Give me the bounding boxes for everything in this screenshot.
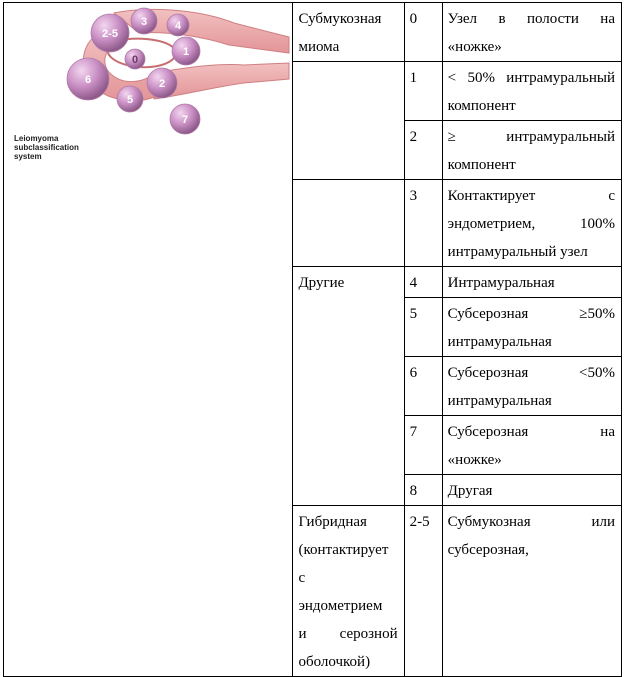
code-cell: [404, 298, 442, 357]
leiomyoma-node-label: 2: [158, 78, 166, 90]
desc-line: < 50% интрамуральный: [447, 70, 615, 86]
desc-cell: [442, 267, 621, 298]
leiomyoma-node-label: 2-5: [102, 28, 118, 40]
desc-line: Узел в полости на: [447, 11, 615, 27]
desc-line: Субсерозная на: [447, 424, 615, 440]
desc-cell: [442, 62, 621, 121]
code-cell: [404, 416, 442, 475]
desc-cell: [442, 475, 621, 506]
leiomyoma-node-label: 7: [181, 114, 189, 126]
code-label: 6: [409, 365, 418, 381]
desc-line: Субсерозная ≥50%: [447, 306, 615, 322]
desc-line: интрамуральная: [447, 334, 552, 350]
leiomyoma-node-label: 6: [84, 74, 92, 86]
code-label: 3: [409, 188, 418, 204]
type-cell-empty: [293, 180, 404, 267]
leiomyoma-node-label: 3: [140, 16, 148, 28]
code-cell: [404, 121, 442, 180]
type-line: с: [298, 570, 306, 586]
desc-line: Субмукозная или: [447, 514, 615, 530]
leiomyoma-node: [131, 8, 157, 34]
desc-cell: [442, 3, 621, 62]
type-label: Другие: [298, 275, 345, 291]
leiomyoma-node: [170, 104, 200, 134]
type-line: эндометрием: [298, 598, 383, 614]
type-line: Гибридная: [298, 514, 367, 530]
leiomyoma-node-label: 0: [131, 54, 139, 66]
desc-cell: [442, 121, 621, 180]
desc-line: ≥ интрамуральный: [447, 129, 615, 145]
desc-cell: [442, 357, 621, 416]
code-label: 5: [409, 306, 418, 322]
figure-caption-line: subclassification: [14, 143, 79, 152]
type-cell-empty: [293, 62, 404, 180]
code-label: 2-5: [409, 514, 430, 530]
code-label: 2: [409, 129, 418, 145]
type-cell-other: [293, 267, 404, 506]
leiomyoma-node: [125, 49, 145, 69]
desc-line: компонент: [447, 157, 516, 173]
leiomyoma-classification-table: [3, 2, 622, 677]
desc-cell: [442, 298, 621, 357]
code-cell: [404, 475, 442, 506]
code-label: 7: [409, 424, 418, 440]
desc-line: Субсерозная <50%: [447, 365, 615, 381]
leiomyoma-node-label: 4: [174, 20, 182, 32]
figure-caption: [14, 134, 124, 161]
type-label: Субмукозная миома: [298, 11, 382, 55]
desc-line: интрамуральный узел: [447, 244, 588, 260]
code-label: 1: [409, 70, 418, 86]
type-line: оболочкой): [298, 654, 371, 670]
desc-line: эндометрием, 100%: [447, 216, 615, 232]
code-label: 0: [409, 11, 418, 27]
desc-line: субсерозная,: [447, 542, 529, 558]
code-cell: [404, 357, 442, 416]
leiomyoma-node: [147, 68, 177, 98]
leiomyoma-node: [67, 58, 109, 100]
code-cell: [404, 3, 442, 62]
code-cell: [404, 180, 442, 267]
code-cell: [404, 267, 442, 298]
desc-cell: [442, 180, 621, 267]
leiomyoma-node: [91, 14, 129, 52]
leiomyoma-node-label: 1: [182, 46, 190, 58]
desc-line: «ножке»: [447, 39, 502, 55]
desc-line: Интрамуральная: [447, 275, 555, 291]
desc-line: «ножке»: [447, 452, 502, 468]
type-cell-submucous: [293, 3, 404, 62]
code-label: 8: [409, 483, 418, 499]
figure-caption-line: Leiomyoma: [14, 134, 59, 143]
figure-caption-line: system: [14, 152, 42, 161]
desc-line: интрамуральная: [447, 393, 552, 409]
leiomyoma-node-label: 5: [126, 94, 134, 106]
desc-line: компонент: [447, 98, 516, 114]
desc-line: Контактирует с: [447, 188, 615, 204]
leiomyoma-node: [117, 86, 143, 112]
desc-cell: [442, 416, 621, 475]
desc-line: Другая: [447, 483, 493, 499]
code-cell: [404, 62, 442, 121]
code-label: 4: [409, 275, 418, 291]
type-line: и серозной: [298, 626, 398, 642]
leiomyoma-node: [172, 37, 200, 65]
figure-cell: [4, 3, 293, 677]
type-line: (контактирует: [298, 542, 389, 558]
leiomyoma-node: [167, 14, 189, 36]
